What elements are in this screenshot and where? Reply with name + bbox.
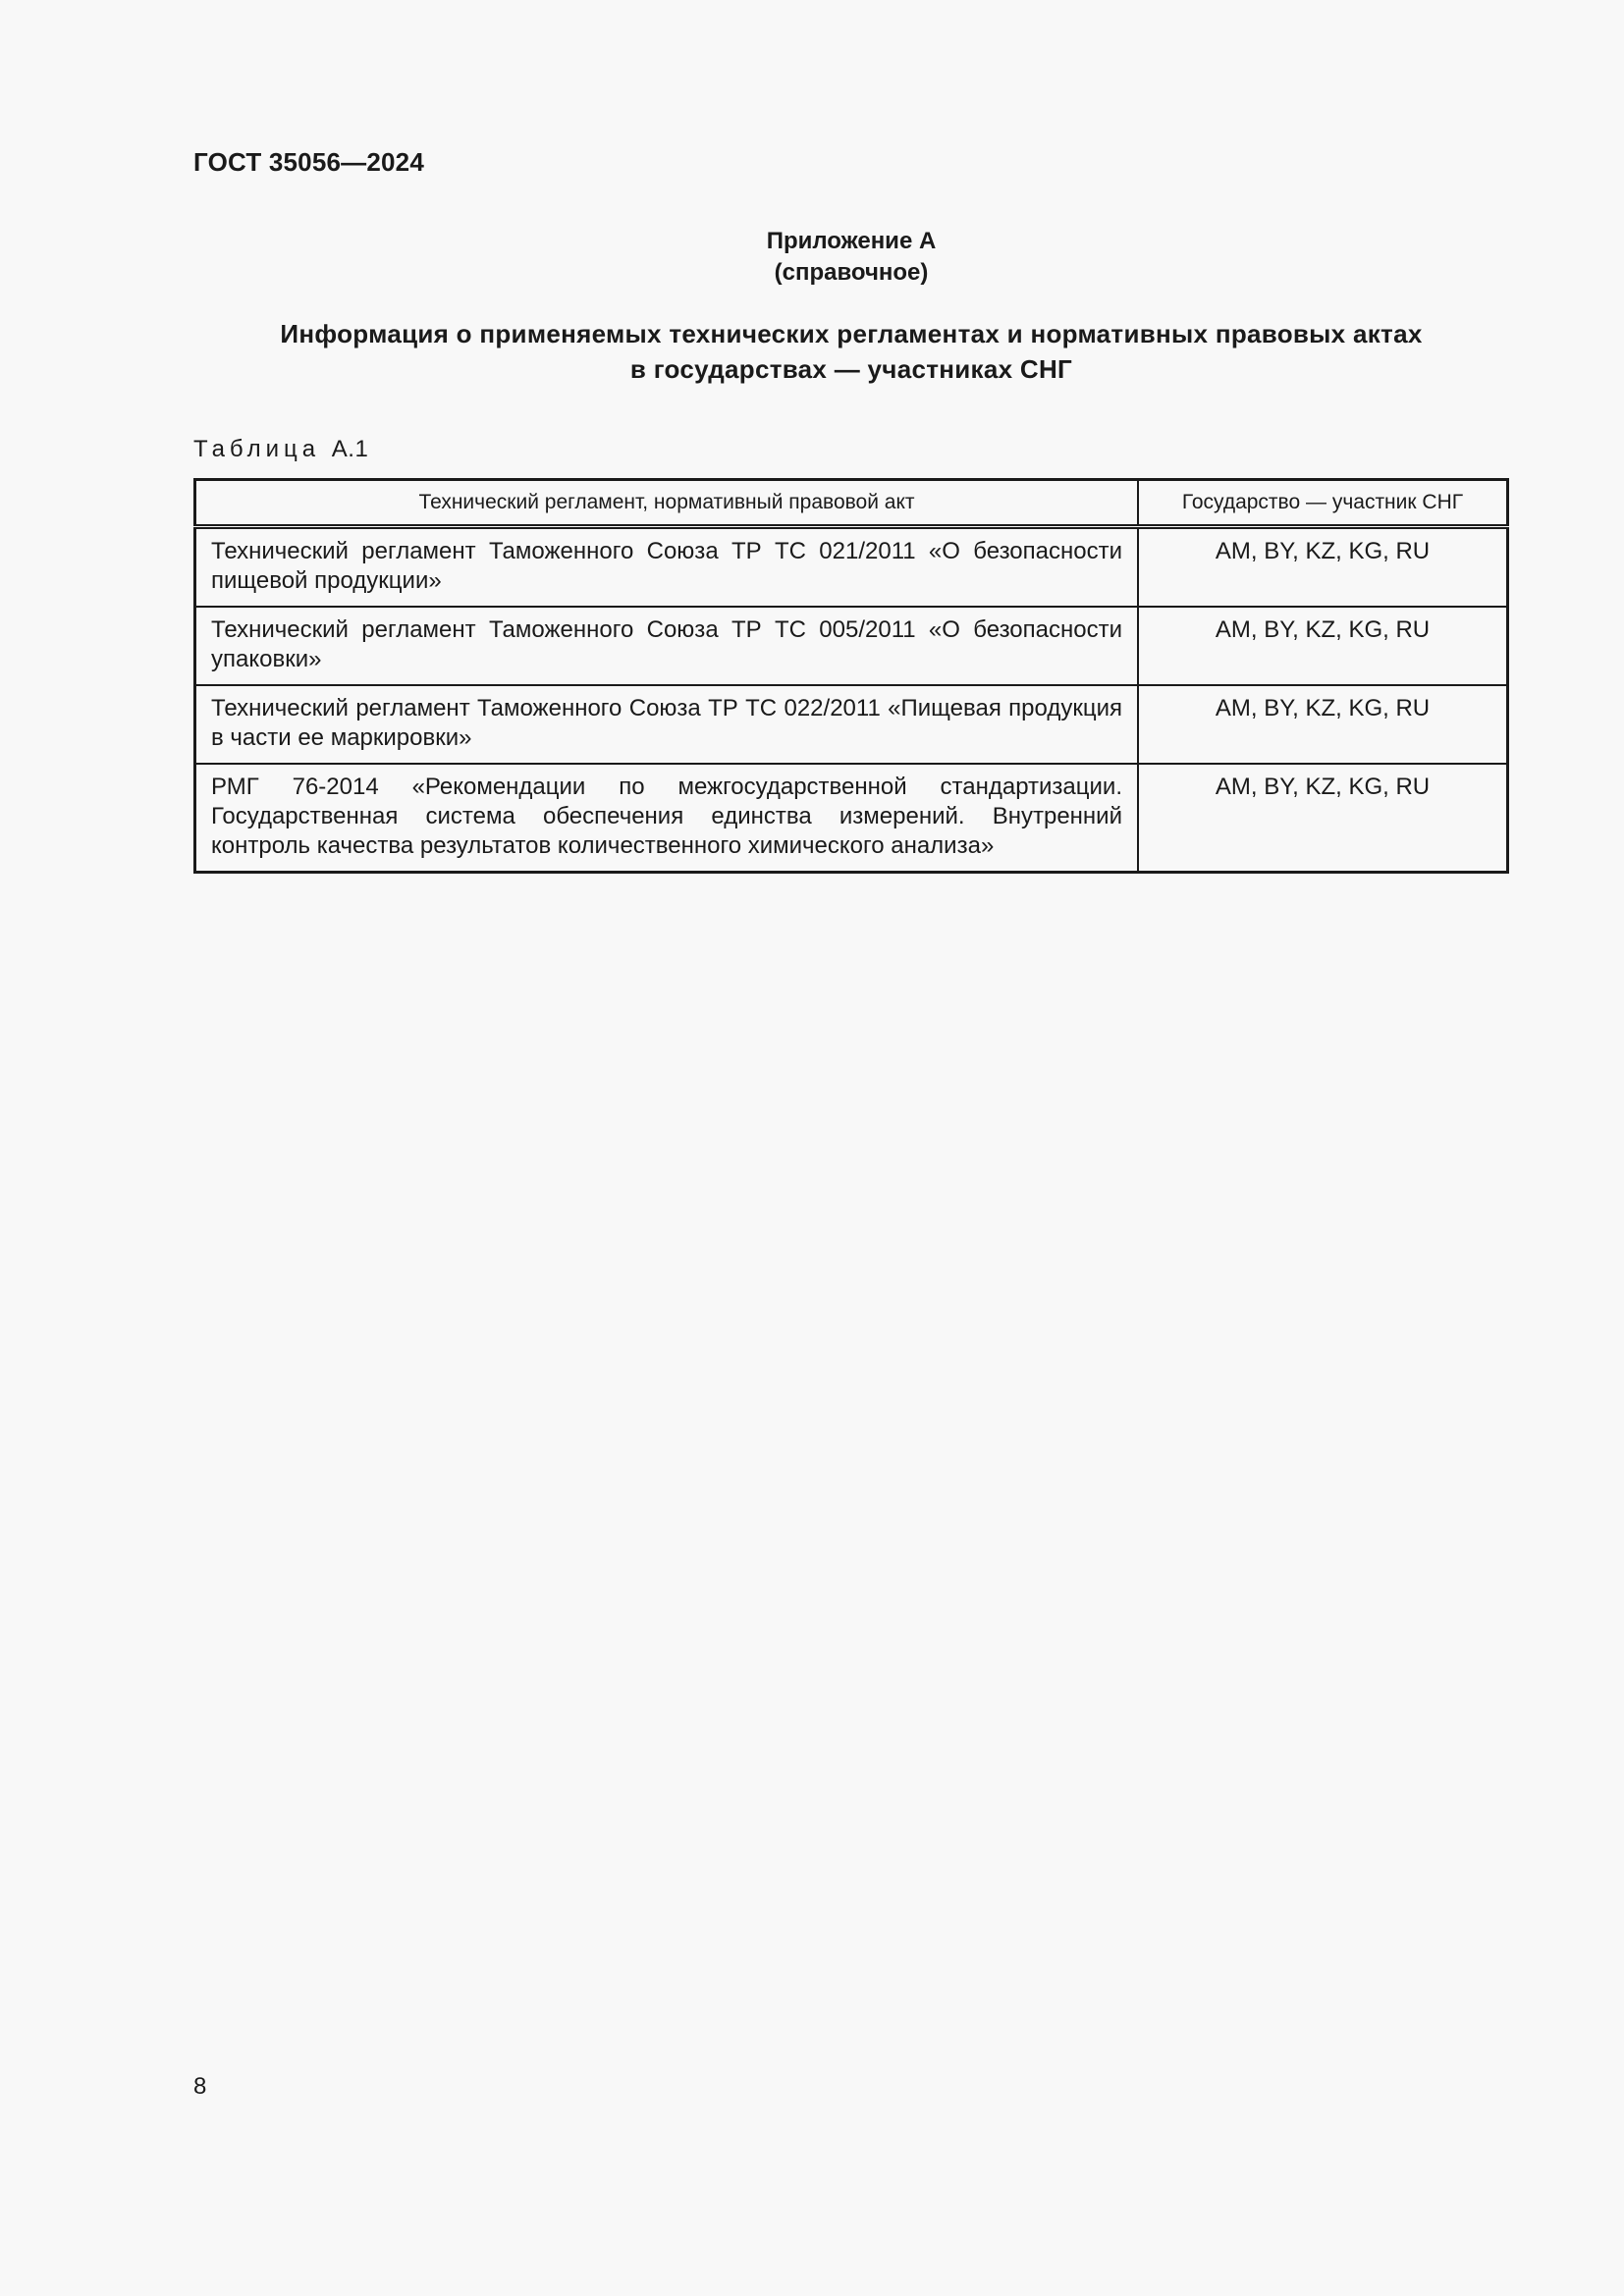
act-cell: Технический регламент Таможенного Союза ТР ТС 005/2011 «О безопасности упаковки»	[195, 607, 1139, 685]
act-cell: Технический регламент Таможенного Союза ТР ТС 021/2011 «О безопасности пищевой продукции»	[211, 538, 1122, 594]
table-row	[195, 527, 1508, 608]
state-cell: AM, BY, KZ, KG, RU	[1138, 764, 1508, 873]
table-row	[195, 764, 1508, 873]
appendix-label: Приложение А	[766, 228, 937, 254]
appendix-title	[193, 316, 1509, 387]
table-row	[195, 607, 1508, 685]
document-header: ГОСТ 35056—2024	[193, 147, 424, 177]
column-header-act: Технический регламент, нормативный правовой акт	[195, 480, 1139, 527]
act-cell: Технический регламент Таможенного Союза ТР ТС 022/2011 «Пищевая продукция в части ее маркировки»	[195, 685, 1139, 764]
appendix-type: (справочное)	[774, 259, 929, 286]
appendix-title-line-1: Информация о применяемых технических регламентах и нормативных правовых актах	[280, 319, 1423, 348]
table-caption-number: А.1	[331, 436, 369, 462]
state-cell: AM, BY, KZ, KG, RU	[1138, 607, 1508, 685]
appendix-heading	[193, 226, 1509, 289]
page-number: 8	[193, 2073, 207, 2100]
appendix-title-line-2: в государствах — участниках СНГ	[629, 354, 1073, 384]
state-cell: AM, BY, KZ, KG, RU	[1138, 527, 1508, 608]
table-caption	[193, 436, 368, 463]
table-caption-word: Таблица	[193, 436, 321, 462]
table-header-row	[195, 480, 1508, 527]
table-row	[195, 685, 1508, 764]
state-cell: AM, BY, KZ, KG, RU	[1138, 685, 1508, 764]
act-cell: РМГ 76-2014 «Рекомендации по межгосударственной стандартизации. Государственная система обеспечения единства измерений. Внутренний контроль качества результатов количественного химического анализа»	[195, 764, 1139, 873]
column-header-state: Государство — участник СНГ	[1138, 480, 1508, 527]
regulations-table	[193, 478, 1509, 874]
